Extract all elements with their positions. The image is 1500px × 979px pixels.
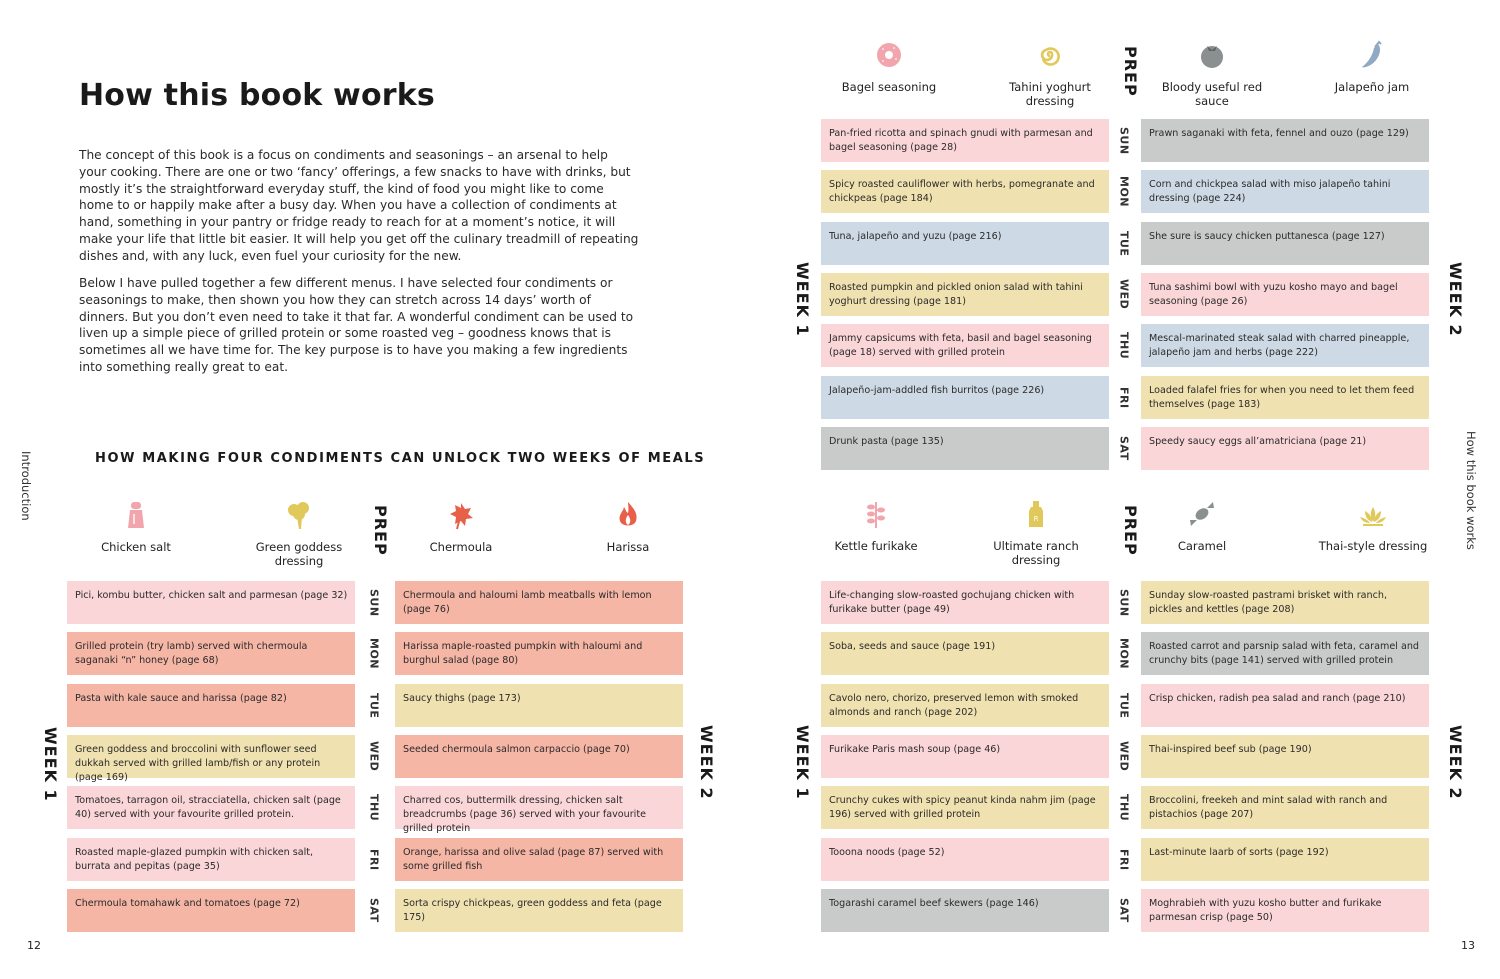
day-label: SUN — [1117, 126, 1131, 155]
day-label: FRI — [1117, 386, 1131, 409]
meal-cell: Saucy thighs (page 173) — [395, 684, 683, 727]
day-label: MON — [1117, 175, 1131, 207]
meal-cell: Green goddess and broccolini with sunflower seed dukkah served with grilled lamb/fish or any protein (page 169) — [67, 735, 355, 778]
broccoli-icon — [285, 500, 313, 530]
seaweed-sprig-icon — [862, 499, 890, 529]
day-label: SAT — [367, 898, 381, 923]
meal-cell: Last-minute laarb of sorts (page 192) — [1141, 838, 1429, 881]
page-title: How this book works — [79, 78, 435, 113]
day-label: FRI — [367, 848, 381, 871]
condiment-item — [985, 40, 1115, 108]
condiment-name: Bloody useful red sauce — [1161, 80, 1263, 108]
day-label: THU — [367, 793, 381, 822]
day-label: MON — [1117, 637, 1131, 669]
meal-cell: Moghrabieh with yuzu kosho butter and furikake parmesan crisp (page 50) — [1141, 889, 1429, 932]
condiment-name: Bagel seasoning — [841, 80, 937, 94]
meal-cell: Drunk pasta (page 135) — [821, 427, 1109, 470]
prep-label: PREP — [1121, 505, 1140, 556]
day-label: MON — [367, 637, 381, 669]
meal-cell: Roasted pumpkin and pickled onion salad with tahini yoghurt dressing (page 181) — [821, 273, 1109, 316]
flame-icon — [614, 500, 642, 530]
meal-cell: Life-changing slow-roasted gochujang chicken with furikake butter (page 49) — [821, 581, 1109, 624]
week-2-label: WEEK 2 — [1446, 725, 1465, 800]
page-number-right: 13 — [1461, 939, 1475, 952]
tomato-icon — [1198, 40, 1226, 70]
meal-cell: Thai-inspired beef sub (page 190) — [1141, 735, 1429, 778]
meal-cell: Togarashi caramel beef skewers (page 146) — [821, 889, 1109, 932]
meal-cell: Tuna sashimi bowl with yuzu kosho mayo and bagel seasoning (page 26) — [1141, 273, 1429, 316]
lotus-icon — [1359, 499, 1387, 529]
meal-cell: Pici, kombu butter, chicken salt and parmesan (page 32) — [67, 581, 355, 624]
week-2-label: WEEK 2 — [697, 725, 716, 800]
meal-cell: She sure is saucy chicken puttanesca (page 127) — [1141, 222, 1429, 265]
meal-cell: Chermoula and haloumi lamb meatballs with lemon (page 76) — [395, 581, 683, 624]
menu-section-heading: HOW MAKING FOUR CONDIMENTS CAN UNLOCK TWO WEEKS OF MEALS — [95, 451, 706, 466]
condiment-name: Caramel — [1177, 539, 1227, 553]
prep-label: PREP — [1121, 46, 1140, 97]
meal-cell: Spicy roasted cauliflower with herbs, pomegranate and chickpeas (page 184) — [821, 170, 1109, 213]
meal-cell: Harissa maple-roasted pumpkin with haloumi and burghul salad (page 80) — [395, 632, 683, 675]
wrapped-candy-icon — [1188, 499, 1216, 529]
condiment-name: Chicken salt — [101, 540, 171, 554]
meal-cell: Crunchy cukes with spicy peanut kinda nahm jim (page 196) served with grilled protein — [821, 786, 1109, 829]
day-label: THU — [1117, 793, 1131, 822]
meal-cell: Prawn saganaki with feta, fennel and ouzo (page 129) — [1141, 119, 1429, 162]
chapter-side-label: Introduction — [19, 451, 33, 521]
condiment-name: Thai-style dressing — [1318, 539, 1428, 553]
meal-cell: Jalapeño-jam-addled fish burritos (page 226) — [821, 376, 1109, 419]
herb-leaf-icon — [447, 500, 475, 530]
condiment-name: Chermoula — [429, 540, 493, 554]
condiment-item — [396, 500, 526, 554]
page-number-left: 12 — [27, 939, 41, 952]
meal-cell: Tooona noods (page 52) — [821, 838, 1109, 881]
svg-text:R: R — [1033, 515, 1039, 523]
day-label: TUE — [367, 692, 381, 719]
condiment-name: Jalapeño jam — [1334, 80, 1410, 94]
day-label: THU — [1117, 331, 1131, 360]
salt-shaker-icon — [122, 500, 150, 530]
condiment-name: Kettle furikake — [834, 539, 918, 553]
meal-cell: Crisp chicken, radish pea salad and ranch (page 210) — [1141, 684, 1429, 727]
day-label: FRI — [1117, 848, 1131, 871]
week-1-label: WEEK 1 — [793, 725, 812, 800]
intro-paragraph-2: Below I have pulled together a few different menus. I have selected four condiments or seasonings to make, then shown you how they can stretch across 14 days’ worth of dinners. But you don’t even need to take it that far. A wonderful condiment can be used to liven up a simple piece of grilled protein or some roasted veg – goodness knows that is sometimes all we have time for. The key purpose is to have you making a few ingredients into something really great to eat. — [79, 276, 634, 374]
condiment-item — [563, 500, 693, 554]
condiment-item — [824, 40, 954, 94]
meal-cell: Seeded chermoula salmon carpaccio (page 70) — [395, 735, 683, 778]
week-2-label: WEEK 2 — [1446, 262, 1465, 337]
meal-cell: Corn and chickpea salad with miso jalapeño tahini dressing (page 224) — [1141, 170, 1429, 213]
meal-cell: Orange, harissa and olive salad (page 87) served with some grilled fish — [395, 838, 683, 881]
day-label: TUE — [1117, 230, 1131, 257]
condiment-item — [1147, 40, 1277, 108]
intro-paragraph-1: The concept of this book is a focus on condiments and seasonings – an arsenal to help your cooking. There are one or two ‘fancy’ offerings, a few snacks to have with drinks, but mostly it’s the straightforward everyday stuff, the kind of food you might like to come home to or happily make after a busy day. When you have a collection of condiments at hand, something in your pantry or fridge ready to reach for at a moment’s notice, it will make your life that little bit easier. It will help you get off the culinary treadmill of repeating dishes and, with any luck, even fuel your curiosity for the new. — [79, 148, 639, 263]
condiment-item — [1308, 499, 1438, 553]
meal-cell: Jammy capsicums with feta, basil and bagel seasoning (page 18) served with grilled protein — [821, 324, 1109, 367]
meal-cell: Roasted carrot and parsnip salad with feta, caramel and crunchy bits (page 141) served with grilled protein — [1141, 632, 1429, 675]
meal-cell: Tuna, jalapeño and yuzu (page 216) — [821, 222, 1109, 265]
week-1-label: WEEK 1 — [41, 727, 60, 802]
day-label: SAT — [1117, 898, 1131, 923]
bagel-icon — [875, 40, 903, 70]
meal-cell: Mescal-marinated steak salad with charred pineapple, jalapeño jam and herbs (page 222) — [1141, 324, 1429, 367]
meal-cell: Loaded falafel fries for when you need to let them feed themselves (page 183) — [1141, 376, 1429, 419]
meal-cell: Sorta crispy chickpeas, green goddess and feta (page 175) — [395, 889, 683, 932]
condiment-item — [71, 500, 201, 554]
swirl-icon — [1036, 40, 1064, 70]
meal-cell: Broccolini, freekeh and mint salad with ranch and pistachios (page 207) — [1141, 786, 1429, 829]
ranch-bottle-icon — [1022, 499, 1050, 529]
meal-cell: Pan-fried ricotta and spinach gnudi with parmesan and bagel seasoning (page 28) — [821, 119, 1109, 162]
day-label: SUN — [1117, 588, 1131, 617]
condiment-name: Ultimate ranch dressing — [993, 539, 1079, 567]
meal-cell: Pasta with kale sauce and harissa (page 82) — [67, 684, 355, 727]
meal-cell: Roasted maple-glazed pumpkin with chicken salt, burrata and pepitas (page 35) — [67, 838, 355, 881]
day-label: TUE — [1117, 692, 1131, 719]
day-label: WED — [1117, 741, 1131, 772]
condiment-item — [1137, 499, 1267, 553]
day-label: SUN — [367, 588, 381, 617]
chilli-icon — [1358, 40, 1386, 70]
condiment-name: Green goddess dressing — [255, 540, 343, 568]
day-label: WED — [1117, 279, 1131, 310]
prep-label: PREP — [371, 505, 390, 556]
condiment-item — [811, 499, 941, 553]
meal-cell: Chermoula tomahawk and tomatoes (page 72) — [67, 889, 355, 932]
meal-cell: Furikake Paris mash soup (page 46) — [821, 735, 1109, 778]
condiment-name: Tahini yoghurt dressing — [1009, 80, 1091, 108]
condiment-item — [234, 500, 364, 568]
day-label: WED — [367, 741, 381, 772]
meal-cell: Soba, seeds and sauce (page 191) — [821, 632, 1109, 675]
week-1-label: WEEK 1 — [793, 262, 812, 337]
condiment-name: Harissa — [606, 540, 650, 554]
meal-cell: Grilled protein (try lamb) served with chermoula saganaki “n” honey (page 68) — [67, 632, 355, 675]
meal-cell: Charred cos, buttermilk dressing, chicken salt breadcrumbs (page 36) served with your favourite grilled protein — [395, 786, 683, 829]
meal-cell: Speedy saucy eggs all’amatriciana (page 21) — [1141, 427, 1429, 470]
meal-cell: Sunday slow-roasted pastrami brisket with ranch, pickles and kettles (page 208) — [1141, 581, 1429, 624]
meal-cell: Cavolo nero, chorizo, preserved lemon with smoked almonds and ranch (page 202) — [821, 684, 1109, 727]
meal-cell: Tomatoes, tarragon oil, stracciatella, chicken salt (page 40) served with your favourite grilled protein. — [67, 786, 355, 829]
day-label: SAT — [1117, 436, 1131, 461]
condiment-item — [971, 499, 1101, 567]
condiment-item — [1307, 40, 1437, 94]
running-side-label: How this book works — [1464, 431, 1478, 550]
